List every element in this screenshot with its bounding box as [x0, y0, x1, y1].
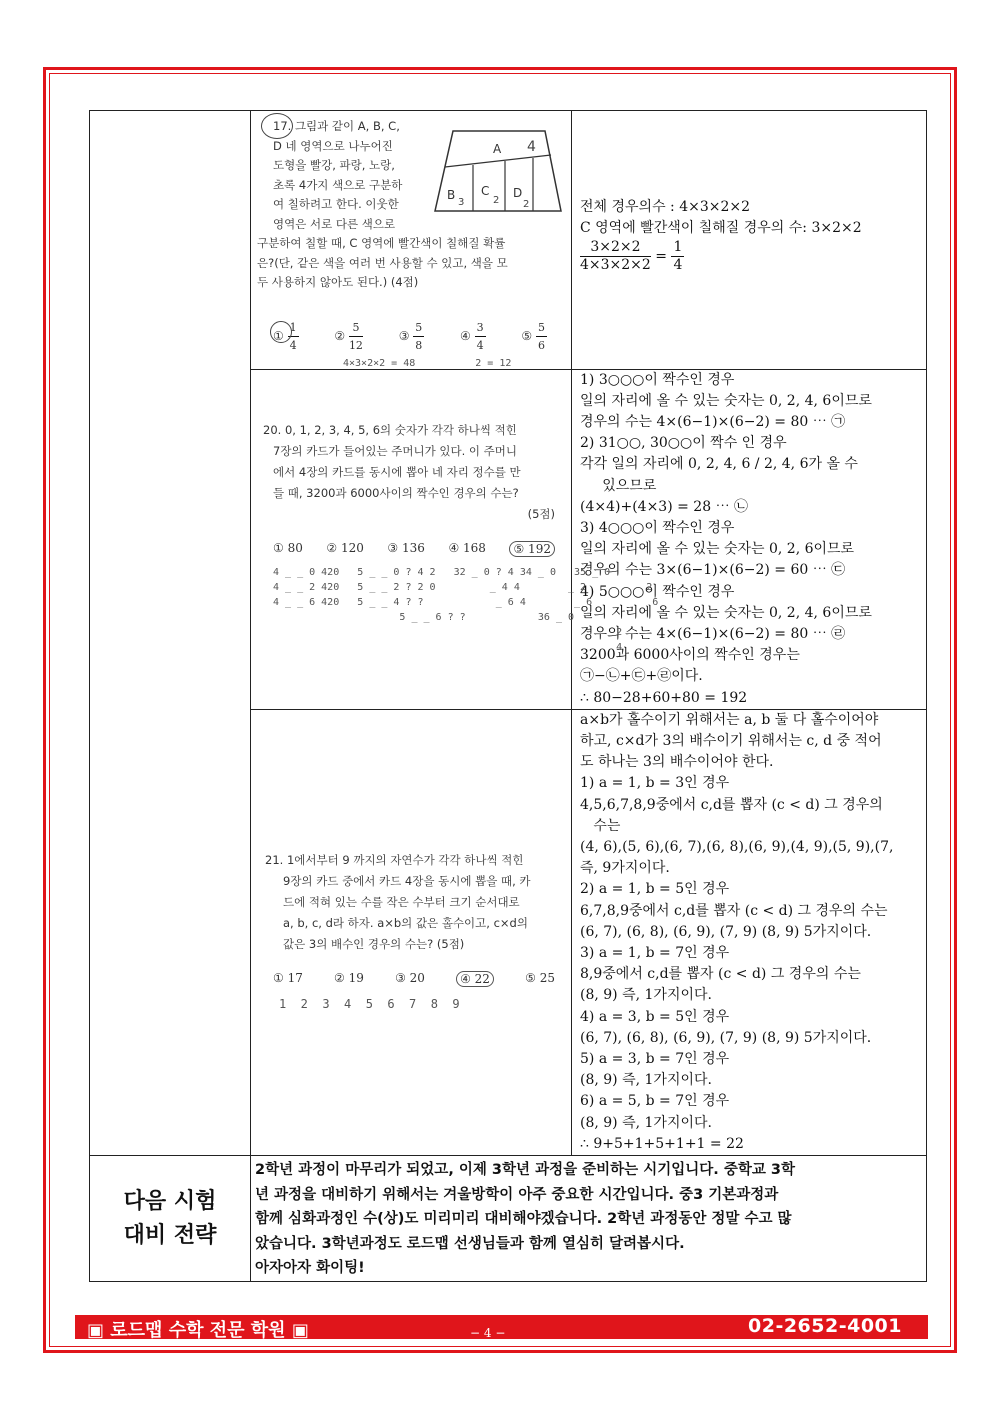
q17-text-line: 그림과 같이 A, B, C, [294, 119, 400, 133]
solution-line: 1) 3○○○이 짝수인 경우 [580, 371, 735, 388]
q20-choice: ② 120 [326, 540, 364, 555]
q17-choice: ② $\frac{5}{12}$ [334, 320, 363, 352]
q17-text-line: 구분하여 칠할 때, C 영역에 빨간색이 칠해질 확률 [257, 236, 506, 250]
q20-text-line: 에서 4장의 카드를 동시에 뽑아 네 자리 정수를 만 [273, 464, 521, 479]
q20-solution-cell [572, 369, 927, 709]
figure-label: 2 [523, 199, 530, 210]
q21-text-line: a, b, c, d라 하자. a×b의 값은 홀수이고, c×d의 [283, 915, 528, 930]
solution-line: (6, 7), (6, 8), (6, 9), (7, 9) (8, 9) 5가지이다. [580, 923, 872, 940]
q17-scan [251, 111, 571, 369]
q21-text-line: 9장의 카드 중에서 카드 4장을 동시에 뽑을 때, 카 [283, 873, 531, 888]
q21-choice: ③ 20 [395, 970, 425, 985]
figure-label: 3 [458, 197, 465, 208]
solution-line: 수는 [580, 817, 621, 834]
row-q17 [90, 111, 927, 370]
solution-line: (4, 6),(5, 6),(6, 7),(6, 8),(6, 9),(4, 9),(5, 9),(7, [580, 838, 894, 855]
strategy-title: 다음 시험 대비 전략 [123, 1188, 217, 1248]
figure-label: 2 [493, 195, 500, 206]
q21-scan [251, 710, 571, 1011]
figure-label: C [481, 184, 490, 198]
solution-line: C 영역에 빨간색이 칠해질 경우의 수: 3×2×2 [580, 220, 862, 237]
solution-line: (8, 9) 즉, 1가지이다. [580, 1114, 712, 1131]
solution-line: 각각 일의 자리에 0, 2, 4, 6 / 2, 4, 6가 올 수 [580, 456, 858, 473]
phone-number: 02-2652-4001 [748, 1315, 902, 1337]
solution-line: 하고, c×d가 3의 배수이기 위해서는 c, d 중 적어 [580, 732, 882, 749]
solution-line: (8, 9) 즉, 1가지이다. [580, 1072, 712, 1089]
q17-text-line: D 네 영역으로 나누어진 [273, 138, 393, 153]
solution-line: 6,7,8,9중에서 c,d를 뽑자 (c < d) 그 경우의 수는 [580, 902, 888, 919]
solution-line: ∴ 80−28+60+80 = 192 [580, 689, 748, 706]
q20-text-line: 7장의 카드가 들어있는 주머니가 있다. 이 주머니 [273, 443, 517, 458]
strategy-text-cell [251, 1156, 927, 1282]
q17-text-line: 여 칠하려고 한다. 이웃한 [273, 197, 399, 211]
q20-choice: ④ 168 [448, 540, 486, 555]
figure-label: A [493, 142, 502, 156]
solution-line: 4) a = 3, b = 5인 경우 [580, 1008, 730, 1025]
strategy-title-cell [90, 1156, 251, 1282]
solution-line: 경우의 수는 4×(6−1)×(6−2) = 80 ⋯ ㉣ [580, 625, 846, 642]
academy-name: ▣ 로드맵 수학 전문 학원 ▣ [87, 1320, 309, 1341]
q17-number: 17. [273, 119, 292, 133]
q21-choice: ⑤ 25 [525, 970, 555, 985]
solution-line: 6) a = 5, b = 7인 경우 [580, 1093, 730, 1110]
q17-choice: ④ $\frac{3}{4}$ [460, 320, 484, 352]
solution-line: 즉, 9가지이다. [580, 860, 670, 877]
figure-label: B [447, 188, 456, 202]
q21-choice: ① 17 [273, 970, 303, 985]
solution-line: 3200과 6000사이의 짝수인 경우는 [580, 647, 800, 664]
q17-text-line: 도형을 빨강, 파랑, 노랑, [273, 158, 395, 172]
q21-handwriting: 1 2 3 4 5 6 7 8 9 [279, 996, 460, 1011]
solution-line: ㉠−㉡+㉢+㉣이다. [580, 668, 703, 685]
q17-text-line: 은?(단, 같은 색을 여러 번 사용할 수 있고, 색을 모 [257, 255, 508, 270]
solution-line: ∴ 9+5+1+5+1+1 = 22 [580, 1135, 744, 1152]
solution-line: 4,5,6,7,8,9중에서 c,d를 뽑자 (c < d) 그 경우의 [580, 796, 883, 813]
solution-line: (8, 9) 즉, 1가지이다. [580, 987, 712, 1004]
q21-scan-cell [251, 709, 572, 1155]
q21-text-line: 값은 3의 배수인 경우의 수는? (5점) [283, 936, 465, 951]
solution-line: 8,9중에서 c,d를 뽑자 (c < d) 그 경우의 수는 [580, 966, 861, 983]
solution-line: 1) a = 1, b = 3인 경우 [580, 775, 730, 792]
answer-table [89, 110, 927, 1282]
q20-number: 20. [263, 422, 282, 437]
q17-choices [273, 319, 565, 354]
q17-solution-cell [572, 111, 927, 370]
solution-line: 4) 5○○○이 짝수인 경우 [580, 583, 735, 600]
q17-solution [572, 111, 926, 274]
solution-line: 일의 자리에 올 수 있는 숫자는 0, 2, 6이므로 [580, 541, 855, 558]
page-number: − 4 − [470, 1326, 506, 1340]
solution-line: (4×4)+(4×3) = 28 ⋯ ㉡ [580, 498, 749, 515]
blank-left-cell [90, 111, 251, 1156]
q20-choice: ① 80 [273, 540, 303, 555]
q21-solution [572, 710, 926, 1155]
strategy-line: 년 과정을 대비하기 위해서는 겨울방학이 아주 중요한 시간입니다. 중3 기본과정과 [255, 1186, 779, 1203]
solution-line: 2) a = 1, b = 5인 경우 [580, 881, 730, 898]
q21-solution-cell [572, 709, 927, 1155]
solution-line: (6, 7), (6, 8), (6, 9), (7, 9) (8, 9) 5가지이다. [580, 1029, 872, 1046]
q17-choice: ① $\frac{1}{4}$ [273, 319, 299, 354]
q17-text-line: 영역은 서로 다른 색으로 [273, 216, 396, 231]
q20-solution [572, 370, 926, 709]
solution-line: 일의 자리에 올 수 있는 숫자는 0, 2, 4, 6이므로 [580, 392, 872, 409]
q20-choice: ⑤ 192 [509, 541, 554, 557]
strategy-line: 아자아자 화이팅! [255, 1260, 365, 1277]
q17-text-line: 두 사용하지 않아도 된다.) (4점) [257, 275, 419, 289]
q20-text-line: (5점) [527, 506, 555, 521]
q20-choice: ③ 136 [387, 540, 425, 555]
q17-choice: ⑤ $\frac{5}{6}$ [521, 320, 545, 352]
q21-choice: ④ 22 [456, 971, 494, 987]
q17-scan-cell [251, 111, 572, 370]
q21-text-line: 드에 적혀 있는 수를 작은 수부터 크기 순서대로 [283, 894, 520, 909]
q17-choice: ③ $\frac{5}{8}$ [398, 320, 423, 352]
solution-line: 경우의 수는 4×(6−1)×(6−2) = 80 ⋯ ㉠ [580, 413, 846, 430]
row-strategy [90, 1156, 927, 1282]
solution-line: 2) 31○○, 30○○이 짝수 인 경우 [580, 435, 787, 452]
figure-label: 4 [527, 139, 536, 155]
q21-choices [265, 971, 565, 987]
solution-line: 일의 자리에 올 수 있는 숫자는 0, 2, 4, 6이므로 [580, 604, 872, 621]
strategy-line: 2학년 과정이 마무리가 되었고, 이제 3학년 과정을 준비하는 시기입니다. 중학교 3학 [255, 1162, 795, 1179]
q20-choices [263, 541, 565, 557]
solution-line: 전체 경우의수 : 4×3×2×2 [580, 199, 751, 215]
q17-region-figure [433, 127, 563, 217]
figure-label: D [513, 186, 523, 200]
strategy-line: 았습니다. 3학년과정도 로드맵 선생님들과 함께 열심히 달려봅시다. [255, 1235, 685, 1252]
q17-circle-mark [261, 113, 293, 139]
solution-fraction: $\frac{3\times 2\times 2}{4\times 3\times 2\times 2}$ = $\frac{1}{4}$ [580, 239, 683, 274]
strategy-line: 함께 심화과정인 수(상)도 미리미리 대비해야겠습니다. 2학년 과정동안 정말 수고 많 [255, 1211, 792, 1228]
q21-choice: ② 19 [334, 970, 364, 985]
q20-text-line: 0, 1, 2, 3, 4, 5, 6의 숫자가 각각 하나씩 적힌 [284, 422, 517, 437]
q21-text-line: 1에서부터 9 까지의 자연수가 각각 하나씩 적힌 [286, 852, 524, 867]
solution-line: 3) 4○○○이 짝수인 경우 [580, 519, 735, 536]
strategy-text [251, 1156, 926, 1281]
solution-line: 3) a = 1, b = 7인 경우 [580, 944, 730, 961]
q17-handwriting: 4×3×2×2 = 48 2 = 12 [343, 357, 512, 369]
q20-text-line: 들 때, 3200과 6000사이의 짝수인 경우의 수는? [273, 485, 519, 500]
solution-line: 경우의 수는 3×(6−1)×(6−2) = 60 ⋯ ㉢ [580, 562, 846, 579]
solution-line: 5) a = 3, b = 7인 경우 [580, 1051, 730, 1067]
q21-number: 21. [265, 852, 284, 867]
solution-line: 있으므로 [580, 477, 657, 494]
q20-handwriting: 4 _ _ 0 420 5 _ _ 0 ? 4 2 32 _ 0 ? 4 34 _ 0 35 _ 0 4 _ _ 2 420 5 _ _ 2 ? 2 0 _ 4 4 _ 2 2 4 _ _ 6 420 5 _ _ 4 ? ? _ 6 4 _ 6 6 5 _ _ 6 ? ? 36 _ 0 2 4 [273, 566, 659, 653]
q17-text-line: 초록 4가지 색으로 구분하 [273, 177, 403, 192]
solution-line: 도 하나는 3의 배수이어야 한다. [580, 754, 774, 771]
solution-line: a×b가 홀수이기 위해서는 a, b 둘 다 홀수이어야 [580, 711, 879, 728]
